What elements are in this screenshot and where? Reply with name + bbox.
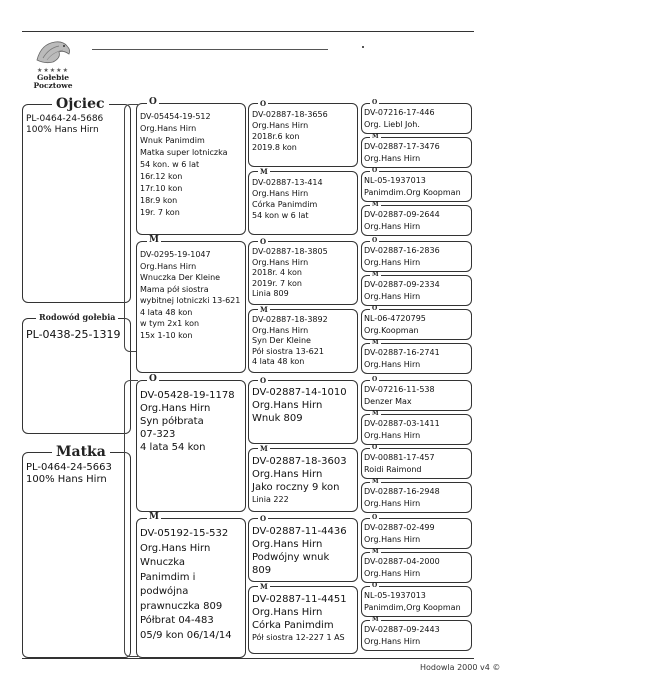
gen3-line: DV-02887-18-3656 (252, 110, 328, 119)
gen3-line: DV-02887-18-3603 (252, 456, 347, 467)
gen4-line: Org.Hans Hirn (364, 292, 421, 301)
gen4-line: DV-02887-17-3476 (364, 142, 440, 151)
gen4-line: Org. Liebl Joh. (364, 120, 420, 129)
gen3-marker-3: O (260, 237, 267, 246)
gen3-line: 4 lata 48 kon (252, 357, 305, 366)
header-signature-line (92, 49, 328, 50)
gen3-line: 2018r.6 kon (252, 132, 300, 141)
gen4-line: Org.Hans Hirn (364, 637, 421, 646)
gen4-line: DV-02887-03-1411 (364, 419, 440, 428)
gen2-mm-line: DV-05192-15-532 (140, 528, 229, 539)
gen3-line: Pół siostra 12-227 1 AS (252, 633, 345, 642)
gen3-line: Podwójny wnuk (252, 552, 330, 563)
gen2-ff-line: 19r. 7 kon (140, 208, 180, 217)
gen4-box-16 (361, 620, 472, 651)
gen4-box-11 (361, 448, 472, 479)
header-dot (362, 46, 364, 48)
logo-stars: ★★★★★ (37, 67, 69, 74)
gen4-box-9 (361, 380, 472, 411)
gen2-ff-line: 17r.10 kon (140, 184, 183, 193)
gen4-box-8 (361, 343, 472, 374)
mother-ring: PL-0464-24-5663 (26, 462, 112, 473)
father-ring: PL-0464-24-5686 (26, 114, 104, 124)
gen2-ff-line: 54 kon. w 6 lat (140, 160, 200, 169)
gen2-mf-line: Syn półbrata (140, 416, 204, 427)
gen2-fm-line: wybitnej lotniczki 13-621 (140, 296, 241, 305)
father-heading: Ojciec (52, 97, 109, 111)
gen4-line: Org.Hans Hirn (364, 431, 421, 440)
gen3-box-6 (248, 448, 358, 512)
gen4-line: Org.Hans Hirn (364, 154, 421, 163)
gen4-box-14 (361, 552, 472, 583)
mother-box (22, 452, 131, 658)
gen4-box-12 (361, 482, 472, 513)
top-rule (22, 31, 474, 32)
gen3-line: DV-02887-14-1010 (252, 387, 347, 398)
gen2-ff-line: Matka super lotniczka (140, 148, 228, 157)
gen3-box-5 (248, 380, 358, 444)
gen4-box-5 (361, 241, 472, 272)
gen3-line: DV-02887-11-4451 (252, 594, 347, 605)
gen4-box-1 (361, 103, 472, 134)
gen3-line: Jako roczny 9 kon (252, 482, 340, 493)
gen2-ff-line: Wnuk Panimdim (140, 136, 205, 145)
gen4-marker-13: O (372, 514, 378, 521)
gen4-box-15 (361, 586, 472, 617)
gen2-fm-line: Mama pół siostra (140, 284, 209, 294)
father-note: 100% Hans Hirn (26, 125, 99, 135)
gen4-marker-7: O (372, 305, 378, 312)
gen2-mm-line: podwójna (140, 586, 189, 597)
gen3-line: DV-02887-18-3805 (252, 247, 328, 256)
gen4-line: Panimdim.Org Koopman (364, 188, 461, 197)
gen2-mm-marker: M (149, 512, 159, 522)
gen2-mf-line: 07-323 (140, 429, 176, 440)
logo (18, 36, 88, 96)
gen4-line: Denzer Max (364, 397, 412, 406)
gen3-marker-6: M (260, 444, 268, 453)
gen4-line: Org.Hans Hirn (364, 499, 421, 508)
gen4-line: DV-02887-09-2443 (364, 625, 440, 634)
gen3-box-2 (248, 171, 358, 235)
gen2-fm-line: Wnuczka Der Kleine (140, 273, 221, 282)
gen3-box-8 (248, 586, 358, 654)
gen4-marker-5: O (372, 237, 378, 244)
gen4-marker-8: M (372, 339, 379, 346)
gen3-box-1 (248, 103, 358, 167)
gen2-mm-line: prawnuczka 809 (140, 600, 223, 612)
gen2-fm-marker: M (149, 235, 159, 245)
gen4-box-6 (361, 275, 472, 306)
father-box (22, 104, 131, 303)
gen3-line: 2018r. 4 kon (252, 268, 302, 277)
gen4-line: DV-02887-02-499 (364, 523, 435, 532)
gen2-mm-line: 05/9 kon 06/14/14 (140, 629, 232, 641)
pigeon-heading: Rodowód gołebia (36, 313, 118, 322)
mother-note: 100% Hans Hirn (26, 474, 107, 485)
gen4-line: Org.Koopman (364, 326, 419, 335)
gen3-line: Córka Panimdim (252, 620, 334, 631)
pigeon-ring: PL-0438-25-1319 (26, 328, 121, 341)
gen4-box-13 (361, 518, 472, 549)
gen4-line: DV-02887-16-2741 (364, 348, 440, 357)
gen4-marker-14: M (372, 548, 379, 555)
gen3-box-7 (248, 518, 358, 582)
gen4-marker-12: M (372, 478, 379, 485)
gen2-ff-line: Org.Hans Hirn (140, 124, 197, 133)
gen3-line: 809 (252, 565, 272, 576)
gen4-line: Roidi Raimond (364, 465, 422, 474)
gen4-line: Org.Hans Hirn (364, 360, 421, 369)
gen4-marker-16: M (372, 616, 379, 623)
gen4-line: Org.Hans Hirn (364, 569, 421, 578)
gen3-line: 2019r. 7 kon (252, 278, 302, 288)
gen3-line: Org.Hans Hirn (252, 325, 309, 335)
gen4-marker-6: M (372, 271, 379, 278)
gen4-line: DV-07216-11-538 (364, 385, 435, 394)
logo-text-line2: Pocztowe (33, 81, 73, 90)
gen4-marker-4: M (372, 201, 379, 208)
gen3-line: Linia 809 (252, 289, 289, 298)
gen2-mf-box (136, 380, 246, 512)
gen4-line: DV-02887-09-2644 (364, 210, 440, 219)
gen4-box-7 (361, 309, 472, 340)
gen4-line: Org.Hans Hirn (364, 222, 421, 231)
gen3-marker-1: O (260, 99, 267, 108)
gen2-ff-line: 18r.9 kon (140, 196, 178, 205)
gen3-line: Org.Hans Hirn (252, 469, 323, 480)
gen4-marker-2: M (372, 133, 379, 140)
gen3-line: Pół siostra 13-621 (252, 346, 324, 356)
gen2-ff-line: DV-05454-19-512 (140, 112, 211, 121)
gen4-line: DV-02887-09-2334 (364, 280, 440, 289)
gen4-line: Org.Hans Hirn (364, 535, 421, 544)
gen3-line: Org.Hans Hirn (252, 257, 309, 267)
gen4-box-2 (361, 137, 472, 168)
gen3-line: Org.Hans Hirn (252, 189, 309, 198)
gen4-line: DV-00881-17-457 (364, 453, 435, 462)
gen2-ff-marker: O (149, 97, 157, 107)
gen4-marker-1: O (372, 99, 378, 106)
gen3-marker-5: O (260, 376, 267, 385)
gen4-line: NL-05-1937013 (364, 176, 426, 185)
gen3-line: Org.Hans Hirn (252, 121, 309, 130)
gen2-mm-line: Wnuczka (140, 557, 186, 568)
logo-text-line1: Gołebie (37, 73, 69, 82)
gen4-line: DV-02887-04-2000 (364, 557, 440, 566)
gen3-line: Syn Der Kleine (252, 336, 311, 345)
gen2-fm-line: DV-0295-19-1047 (140, 250, 211, 259)
gen4-line: Panimdim,Org Koopman (364, 603, 461, 612)
pigeon-box (22, 318, 131, 434)
gen2-mf-marker: O (149, 374, 157, 384)
gen3-box-4 (248, 309, 358, 373)
gen2-mm-line: Panimdim i (140, 571, 196, 583)
gen2-fm-box (136, 241, 246, 373)
pigeon-details (23, 319, 130, 341)
gen2-ff-box (136, 103, 246, 235)
gen2-fm-line: 15x 1-10 kon (140, 330, 193, 340)
gen3-box-3 (248, 241, 358, 305)
gen2-mm-line: Org.Hans Hirn (140, 542, 211, 554)
gen4-marker-11: O (372, 444, 378, 451)
gen4-marker-15: O (372, 582, 378, 589)
gen4-box-10 (361, 414, 472, 445)
gen2-mf-line: Org.Hans Hirn (140, 403, 211, 414)
gen2-mm-box (136, 518, 246, 658)
gen2-ff-line: 16r.12 kon (140, 172, 183, 181)
gen4-marker-9: O (372, 376, 378, 383)
gen3-marker-4: M (260, 305, 268, 314)
gen3-line: DV-02887-18-3892 (252, 315, 328, 324)
gen3-line: Org.Hans Hirn (252, 539, 323, 550)
gen4-box-4 (361, 205, 472, 236)
gen3-line: 2019.8 kon (252, 143, 297, 152)
gen3-line: Córka Panimdim (252, 200, 318, 209)
gen4-line: DV-07216-17-446 (364, 108, 435, 117)
gen4-box-3 (361, 171, 472, 202)
pigeon-logo-icon (33, 36, 73, 66)
mother-heading: Matka (52, 445, 110, 459)
gen4-marker-10: M (372, 410, 379, 417)
gen3-marker-2: M (260, 167, 268, 176)
gen4-line: Org.Hans Hirn (364, 258, 421, 267)
bottom-rule (22, 658, 474, 659)
gen3-line: Linia 222 (252, 495, 289, 504)
gen3-marker-8: M (260, 582, 268, 591)
gen3-line: DV-02887-13-414 (252, 178, 323, 187)
gen2-fm-line: w tym 2x1 kon (140, 319, 200, 328)
footer-text: Hodowla 2000 v4 © (420, 663, 501, 672)
gen2-fm-line: 4 lata 48 kon (140, 307, 193, 317)
gen2-mf-line: 4 lata 54 kon (140, 442, 206, 453)
gen3-line: DV-02887-11-4436 (252, 526, 347, 537)
gen2-mf-line: DV-05428-19-1178 (140, 390, 235, 401)
gen4-line: DV-02887-16-2948 (364, 487, 440, 496)
gen4-line: NL-06-4720795 (364, 314, 426, 323)
gen3-line: Wnuk 809 (252, 413, 303, 424)
gen2-fm-line: Org.Hans Hirn (140, 261, 197, 271)
gen3-marker-7: O (260, 514, 267, 523)
gen4-line: NL-05-1937013 (364, 591, 426, 600)
gen3-line: 54 kon w 6 lat (252, 211, 309, 220)
gen2-mm-line: Półbrat 04-483 (140, 615, 214, 626)
gen4-marker-3: O (372, 167, 378, 174)
gen3-line: Org.Hans Hirn (252, 607, 323, 618)
gen3-line: Org.Hans Hirn (252, 400, 323, 411)
gen4-line: DV-02887-16-2836 (364, 246, 440, 255)
